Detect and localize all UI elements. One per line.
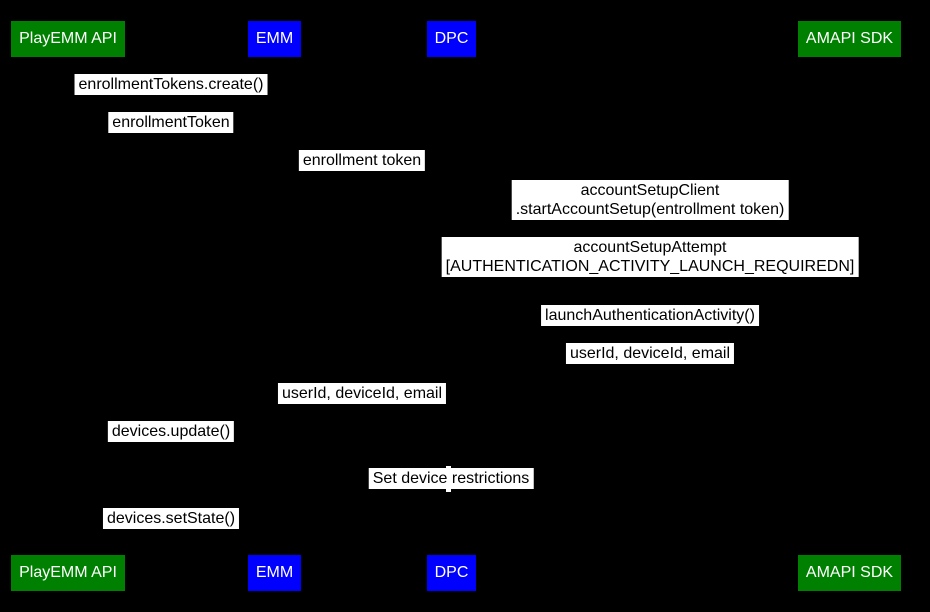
message-line: enrollmentTokens.create() (78, 76, 264, 93)
message-line: enrollment token (302, 152, 422, 169)
message-line: enrollmentToken (112, 114, 230, 131)
actor-emm-bottom (248, 555, 301, 591)
message-label (108, 112, 233, 133)
message-label (512, 180, 789, 220)
message-line: devices.setState() (106, 510, 236, 527)
message-label (299, 150, 425, 171)
message-line: userId, deviceId, email (281, 385, 443, 402)
message-line: accountSetupAttempt (573, 239, 727, 256)
message-line: userId, deviceId, email (569, 345, 731, 362)
message-label (442, 237, 859, 277)
actor-label: PlayEMM API (19, 30, 117, 47)
actor-dpc-bottom (427, 555, 476, 591)
message-line: .startAccountSetup(entrollment token) (515, 201, 785, 218)
actor-label: DPC (434, 30, 469, 47)
actor-label: AMAPI SDK (805, 30, 894, 47)
message-line: accountSetupClient (580, 182, 720, 199)
actor-playemm-api-bottom (11, 555, 125, 591)
actor-label: EMM (255, 564, 294, 581)
message-label (566, 343, 734, 364)
message-line: launchAuthenticationActivity() (545, 307, 755, 324)
actor-dpc-top (427, 21, 476, 57)
actor-label: EMM (255, 30, 294, 47)
message-label (369, 468, 534, 489)
actor-label: PlayEMM API (19, 564, 117, 581)
message-line: Set device restrictions (372, 470, 530, 487)
message-line: devices.update() (111, 423, 231, 440)
actor-amapi-sdk-top (798, 21, 901, 57)
actor-amapi-sdk-bottom (798, 555, 901, 591)
actor-playemm-api-top (11, 21, 125, 57)
actor-emm-top (248, 21, 301, 57)
actor-label: DPC (434, 564, 469, 581)
message-label (108, 421, 234, 442)
message-label (75, 74, 268, 95)
actor-label: AMAPI SDK (805, 564, 894, 581)
message-label (278, 383, 446, 404)
message-label (541, 305, 759, 326)
message-line: [AUTHENTICATION_ACTIVITY_LAUNCH_REQUIREDN] (445, 258, 855, 275)
message-label (103, 508, 239, 529)
